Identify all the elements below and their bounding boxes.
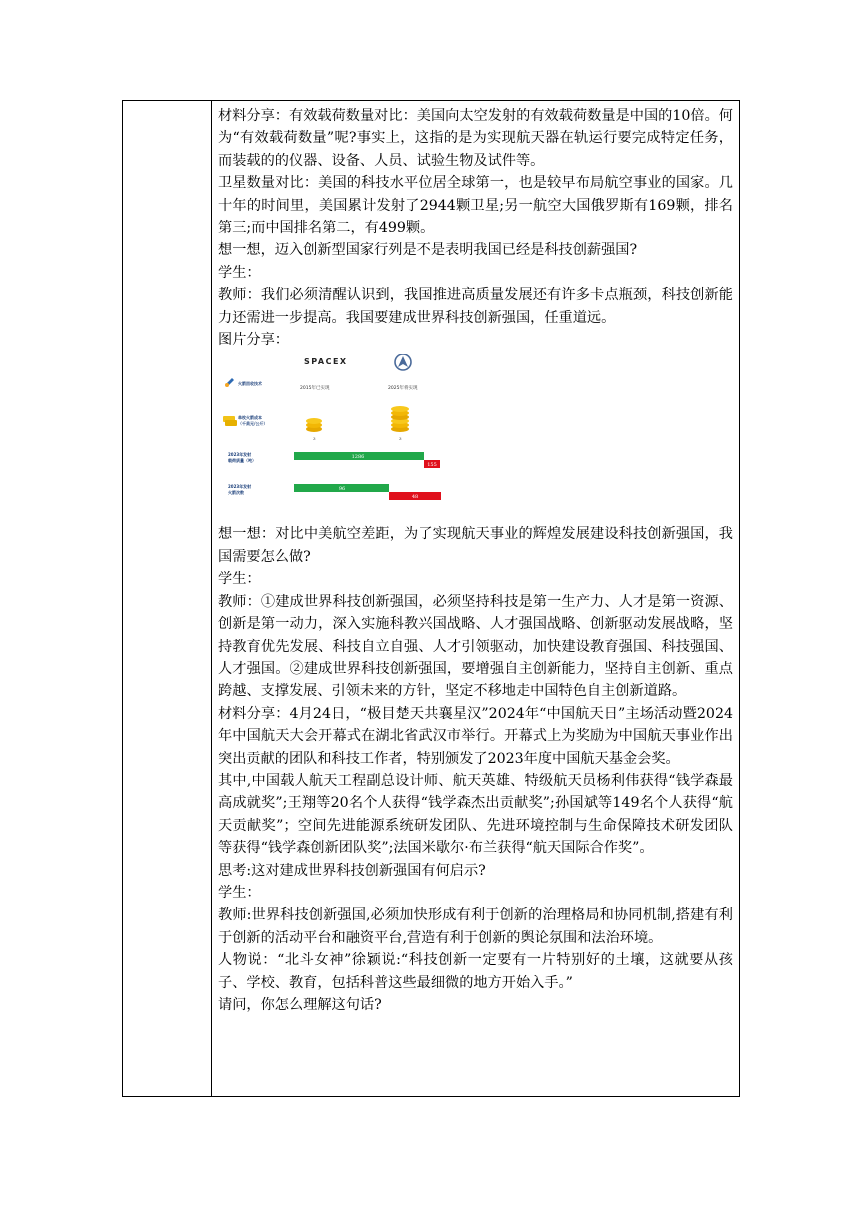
paragraph: 想一想，迈入创新型国家行列是不是表明我国已经是科技创薪强国? xyxy=(218,242,638,259)
paragraph: 教师：我们必须清醒认识到，我国推进高质量发展还有许多卡点瓶颈，科技创新能力还需进一步提高。我国要建成世界科技创新强国，任重道远。 xyxy=(218,287,733,326)
col1-header: 2015年已实现 xyxy=(300,386,330,392)
paragraph: 想一想：对比中美航空差距，为了实现航天事业的辉煌发展建设科技创新强国，我国需要怎么做? xyxy=(218,526,733,565)
bar-cn-payload-label: 155 xyxy=(427,462,437,469)
bar-us-payload-label: 1286 xyxy=(351,454,365,461)
coin-stack-large xyxy=(391,406,409,432)
row3-label-line2: 载荷质量（吨） xyxy=(228,458,256,464)
comparison-figure xyxy=(218,354,448,519)
row2-label-line2: （千美元/公斤） xyxy=(238,421,268,427)
paragraph: 材料分享：有效载荷数量对比：美国向太空发射的有效载荷数量是中国的10倍。何为“有效载荷数量”呢?事实上，这指的是为实现航天器在轨运行要完成特定任务，而装载的的仪器、设备、人员、试验生物及试件等。 xyxy=(218,108,733,169)
paragraph: 材料分享：4月24日，“极目楚天共襄星汉”2024年“中国航天日”主场活动暨2024年中国航天大会开幕式在湖北省武汉市举行。开幕式上为奖励为中国航天事业作出突出贡献的团队和科技工作者，特别颁发了2023年度中国航天基金会奖。 xyxy=(218,705,733,767)
row4-label-line2: 火箭次数 xyxy=(228,490,244,496)
comparison-infographic xyxy=(218,354,448,519)
paragraph: 学生： xyxy=(218,571,261,588)
paragraph: 人物说：“北斗女神”徐颖说:“科技创新一定要有一片特别好的土壤，这就要从孩子、学校、教育，包括科普这些最细微的地方开始入手。” xyxy=(218,952,733,991)
bar-us-launches-label: 96 xyxy=(338,486,346,493)
coin-stack-small xyxy=(306,418,322,432)
paragraph: 卫星数量对比：美国的科技水平位居全球第一，也是较早布局航空事业的国家。几十年的时间里，美国累计发射了2944颗卫星;另一航空大国俄罗斯有169颗，排名第三;而中国排名第二，有499颗。 xyxy=(218,175,733,237)
paragraph: 教师:世界科技创新强国,必须加快形成有利于创新的治理格局和协同机制,搭建有利于创新的活动平台和融资平台,营造有利于创新的舆论氛围和法治环境。 xyxy=(218,907,733,946)
row3-label-line1: 2023年发射 xyxy=(228,452,252,458)
col2-header: 2025年将实现 xyxy=(388,386,418,392)
paragraph: 思考:这对建成世界科技创新强国有何启示? xyxy=(218,862,486,879)
row2-val1: 3 xyxy=(313,436,316,442)
chinese-space-logo-icon xyxy=(395,354,411,370)
bar-cn-launches-label: 48 xyxy=(411,494,419,501)
row2-val2: 3 xyxy=(399,436,402,442)
rocket-icon xyxy=(225,378,234,387)
paragraph: 学生： xyxy=(218,264,261,281)
paragraph: 教师：①建成世界科技创新强国，必须坚持科技是第一生产力、人才是第一资源、创新是第一动力，深入实施科教兴国战略、人才强国战略、创新驱动发展战略，坚持教育优先发展、科技自立自强、人才引领驱动，加快建设教育强国、科技强国、人才强国。②建成世界科技创新强国，要增强自主创新能力，坚持自主创新、重点跨越、支撑发展、引领未来的方针，坚定不移地走中国特色自主创新道路。 xyxy=(218,593,733,700)
spacex-logo: SPACEX xyxy=(304,357,348,367)
row2-label-line1: 单枚火箭成本 xyxy=(238,415,262,421)
paragraph: 其中,中国载人航天工程副总设计师、航天英雄、特级航天员杨利伟获得“钱学森最高成就奖”;王翔等20名个人获得“钱学森杰出贡献奖”;孙国斌等149名个人获得“航天贡献奖”；空间先进能源系统研发团队、先进环境控制与生命保障技术研发团队等获得“钱学森创新团队奖”;法国米歇尔·布兰获得“航天国际合作奖”。 xyxy=(218,772,733,857)
paragraph: 图片分享： xyxy=(218,332,289,349)
paragraph: 请问，你怎么理解这句话? xyxy=(218,997,382,1013)
table-content-column xyxy=(212,101,739,1096)
coins-icon xyxy=(223,416,237,426)
row1-label: 火箭回收技术 xyxy=(238,381,262,387)
row4-label-line1: 2023年发射 xyxy=(228,484,252,490)
lesson-table xyxy=(122,100,740,1097)
table-left-column xyxy=(123,101,212,1096)
paragraph: 学生： xyxy=(218,884,261,901)
